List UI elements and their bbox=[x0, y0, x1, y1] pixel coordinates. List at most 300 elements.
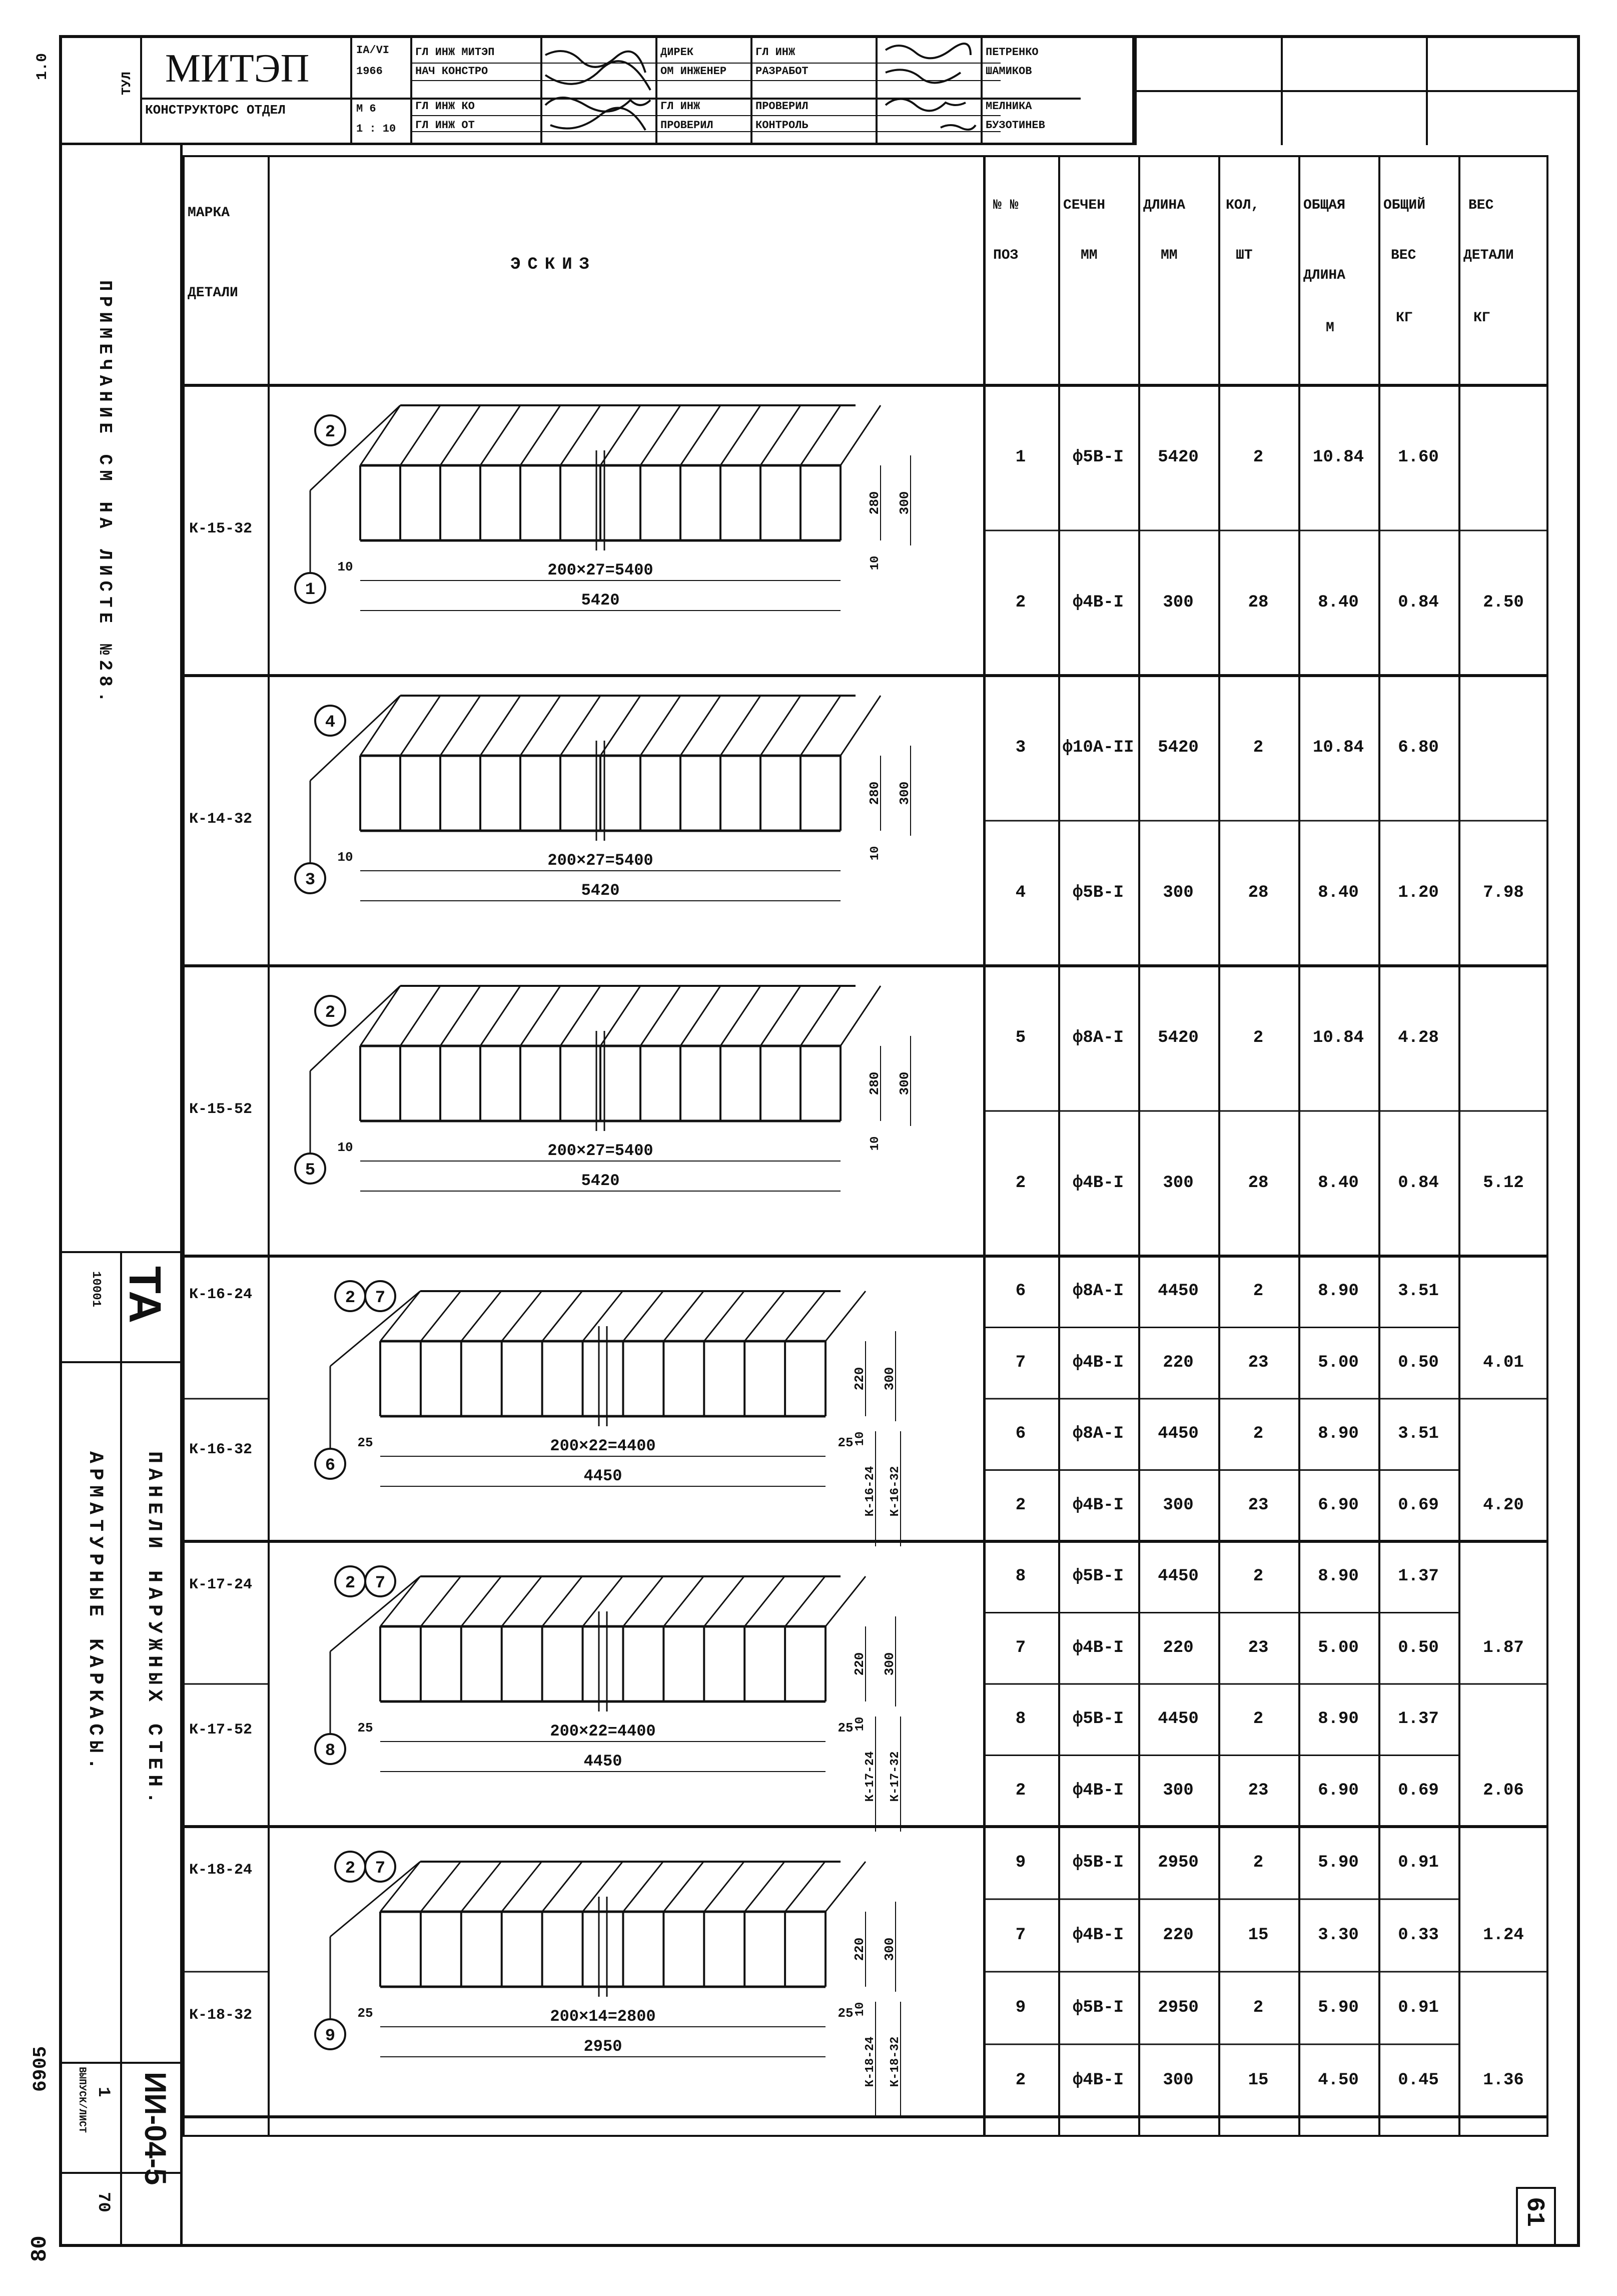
dimension-offset: 10 bbox=[337, 559, 353, 575]
hdr-totlen-1: ОБЩАЯ bbox=[1303, 198, 1346, 213]
cell-total_len: 6.90 bbox=[1318, 1495, 1359, 1515]
cell-length: 300 bbox=[1163, 1174, 1194, 1193]
dimension-vertical: 300 bbox=[897, 1071, 912, 1095]
dimension-offset: 10 bbox=[337, 1140, 353, 1155]
dimension-vertical: 220 bbox=[852, 1652, 867, 1676]
oblique-rod bbox=[800, 405, 841, 465]
oblique-rod bbox=[440, 696, 480, 756]
oblique-rod bbox=[720, 696, 760, 756]
stamp-name: БУЗОТИНЕВ bbox=[986, 119, 1045, 132]
side-notes: ПРИМЕЧАНИЕ СМ НА ЛИСТЕ №28. bbox=[95, 280, 115, 708]
oblique-rod bbox=[400, 986, 440, 1046]
oblique-rod bbox=[826, 1862, 866, 1912]
cell-qty: 28 bbox=[1248, 883, 1269, 902]
oblique-rod bbox=[600, 696, 640, 756]
cell-pos: 2 bbox=[1015, 593, 1026, 612]
hdr-qty-2: ШТ bbox=[1236, 248, 1253, 263]
dimension-offset: 25 bbox=[838, 2006, 854, 2021]
cell-total_len: 5.00 bbox=[1318, 1638, 1359, 1657]
cell-qty: 2 bbox=[1253, 448, 1264, 467]
stamp-code1: М 6 bbox=[356, 103, 376, 115]
oblique-rod bbox=[421, 1862, 461, 1912]
cell-pos: 8 bbox=[1015, 1709, 1026, 1729]
side-ta-code: 10001 bbox=[89, 1271, 103, 1308]
oblique-rod bbox=[841, 405, 881, 465]
cell-pos: 9 bbox=[1015, 1853, 1026, 1872]
cell-weight: 6.80 bbox=[1398, 738, 1439, 757]
detail-mark: К-15-52 bbox=[189, 1101, 253, 1118]
stamp-role: ОМ ИНЖЕНЕР bbox=[660, 65, 727, 78]
oblique-rod bbox=[841, 696, 881, 756]
cell-pos: 2 bbox=[1015, 1495, 1026, 1515]
cell-weight: 0.91 bbox=[1398, 1853, 1439, 1872]
cell-total_len: 8.40 bbox=[1318, 1174, 1359, 1193]
dimension-total: 5420 bbox=[581, 881, 620, 900]
side-archive: 6905 bbox=[30, 2046, 52, 2092]
cell-weight: 0.50 bbox=[1398, 1638, 1439, 1657]
oblique-rod bbox=[720, 405, 760, 465]
cell-qty: 2 bbox=[1253, 1998, 1264, 2017]
dimension-vertical: 10 bbox=[869, 555, 882, 570]
dimension-vertical: 220 bbox=[852, 1367, 867, 1391]
cell-detail-weight: 1.24 bbox=[1483, 1925, 1524, 1945]
cell-length: 220 bbox=[1163, 1638, 1194, 1657]
hdr-detw-3: КГ bbox=[1473, 310, 1490, 326]
dimension-span: 200×27=5400 bbox=[547, 561, 653, 580]
oblique-rod bbox=[502, 1291, 542, 1341]
cell-weight: 0.33 bbox=[1398, 1925, 1439, 1945]
oblique-rod bbox=[663, 1291, 703, 1341]
cell-qty: 15 bbox=[1248, 2070, 1269, 2090]
oblique-rod bbox=[640, 405, 680, 465]
cell-total_len: 5.90 bbox=[1318, 1853, 1359, 1872]
oblique-rod bbox=[760, 986, 800, 1046]
hdr-qty-1: КОЛ, bbox=[1226, 198, 1260, 213]
cell-section: ф10А-II bbox=[1062, 738, 1134, 757]
stamp-date2: 1966 bbox=[356, 65, 383, 78]
position-label: 6 bbox=[325, 1456, 336, 1475]
oblique-rod bbox=[785, 1291, 825, 1341]
cell-section: ф4В-I bbox=[1072, 593, 1124, 612]
hdr-section-1: СЕЧЕН bbox=[1063, 198, 1106, 213]
dimension-vertical: 280 bbox=[867, 781, 882, 805]
position-label: 5 bbox=[305, 1161, 316, 1180]
oblique-rod bbox=[623, 1576, 663, 1626]
stamp-role: ПРОВЕРИЛ bbox=[755, 100, 808, 113]
cell-pos: 2 bbox=[1015, 2070, 1026, 2090]
position-label: 9 bbox=[325, 2027, 336, 2046]
cell-section: ф5В-I bbox=[1072, 448, 1124, 467]
cell-qty: 23 bbox=[1248, 1638, 1269, 1657]
oblique-rod bbox=[480, 696, 520, 756]
cell-section: ф4В-I bbox=[1072, 1781, 1124, 1800]
dimension-span: 200×22=4400 bbox=[550, 1437, 656, 1455]
cell-weight: 1.20 bbox=[1398, 883, 1439, 902]
cell-length: 300 bbox=[1163, 883, 1194, 902]
oblique-rod bbox=[785, 1862, 825, 1912]
cell-detail-weight: 7.98 bbox=[1483, 883, 1524, 902]
dimension-vertical: 280 bbox=[867, 491, 882, 515]
cell-weight: 1.37 bbox=[1398, 1709, 1439, 1729]
variant-label: К-18-24 bbox=[864, 2036, 877, 2087]
cell-qty: 2 bbox=[1253, 1424, 1264, 1444]
stamp-role: ГЛ ИНЖ КО bbox=[415, 100, 475, 113]
stamp-name: ПЕТРЕНКО bbox=[986, 46, 1039, 59]
cell-section: ф4В-I bbox=[1072, 1638, 1124, 1657]
detail-mark: К-15-32 bbox=[189, 520, 253, 537]
cell-section: ф4В-I bbox=[1072, 1174, 1124, 1193]
stamp-org: МИТЭП bbox=[165, 47, 310, 91]
detail-mark: К-18-24 bbox=[189, 1862, 253, 1879]
cell-weight: 3.51 bbox=[1398, 1282, 1439, 1301]
oblique-rod bbox=[744, 1862, 784, 1912]
cell-length: 4450 bbox=[1158, 1424, 1199, 1444]
hdr-length-2: ММ bbox=[1161, 248, 1178, 263]
hdr-totlen-2: ДЛИНА bbox=[1303, 268, 1346, 283]
cell-length: 300 bbox=[1163, 1495, 1194, 1515]
oblique-rod bbox=[542, 1576, 582, 1626]
cell-section: ф8А-I bbox=[1072, 1282, 1124, 1301]
hdr-detw-1: ВЕС bbox=[1468, 198, 1494, 213]
hdr-totw-3: КГ bbox=[1396, 310, 1413, 326]
oblique-rod bbox=[623, 1862, 663, 1912]
stamp-role: ГЛ ИНЖ bbox=[660, 100, 700, 113]
cell-section: ф4В-I bbox=[1072, 1353, 1124, 1372]
position-label: 4 bbox=[325, 713, 336, 732]
cell-pos: 2 bbox=[1015, 1781, 1026, 1800]
oblique-rod bbox=[704, 1291, 744, 1341]
cell-length: 220 bbox=[1163, 1353, 1194, 1372]
cell-pos: 9 bbox=[1015, 1998, 1026, 2017]
oblique-rod bbox=[542, 1291, 582, 1341]
cell-pos: 6 bbox=[1015, 1282, 1026, 1301]
side-series: ИИ-04-5 bbox=[139, 2072, 172, 2185]
dimension-span: 200×27=5400 bbox=[547, 851, 653, 870]
variant-label: К-17-24 bbox=[864, 1751, 877, 1802]
cell-section: ф5В-I bbox=[1072, 1709, 1124, 1729]
cell-qty: 23 bbox=[1248, 1495, 1269, 1515]
cell-section: ф5В-I bbox=[1072, 883, 1124, 902]
oblique-rod bbox=[360, 405, 400, 465]
stamp-role: РАЗРАБОТ bbox=[755, 65, 808, 78]
oblique-rod bbox=[800, 986, 841, 1046]
detail-mark: К-14-32 bbox=[189, 811, 253, 828]
oblique-rod bbox=[640, 986, 680, 1046]
oblique-rod bbox=[760, 405, 800, 465]
cell-pos: 7 bbox=[1015, 1353, 1026, 1372]
hdr-detw-2: ДЕТАЛИ bbox=[1463, 248, 1514, 263]
hdr-mark-1: МАРКА bbox=[188, 205, 230, 221]
dimension-vertical: 10 bbox=[854, 1716, 867, 1732]
stamp-left-code: 1.0 bbox=[34, 53, 51, 80]
oblique-rod bbox=[360, 986, 400, 1046]
oblique-rod bbox=[440, 986, 480, 1046]
stamp-left-small: ТУЛ bbox=[119, 72, 134, 95]
oblique-rod bbox=[704, 1862, 744, 1912]
cell-length: 300 bbox=[1163, 2070, 1194, 2090]
oblique-rod bbox=[663, 1576, 703, 1626]
cell-qty: 23 bbox=[1248, 1353, 1269, 1372]
variant-label: К-16-32 bbox=[889, 1466, 902, 1517]
dimension-vertical: 300 bbox=[882, 1652, 897, 1676]
cell-qty: 2 bbox=[1253, 738, 1264, 757]
dimension-vertical: 10 bbox=[854, 1431, 867, 1446]
oblique-rod bbox=[704, 1576, 744, 1626]
oblique-rod bbox=[461, 1291, 501, 1341]
detail-mark: К-17-52 bbox=[189, 1721, 253, 1739]
side-vol-label: ВЫПУСК/ЛИСТ bbox=[76, 2067, 88, 2133]
stamp-role: ГЛ ИНЖ bbox=[755, 46, 795, 59]
cell-length: 4450 bbox=[1158, 1567, 1199, 1586]
oblique-rod bbox=[542, 1862, 582, 1912]
dimension-vertical: 220 bbox=[852, 1937, 867, 1961]
cell-weight: 3.51 bbox=[1398, 1424, 1439, 1444]
stamp-role: НАЧ КОНСТРО bbox=[415, 65, 488, 78]
cell-pos: 1 bbox=[1015, 448, 1026, 467]
oblique-rod bbox=[600, 405, 640, 465]
oblique-rod bbox=[421, 1291, 461, 1341]
oblique-rod bbox=[461, 1862, 501, 1912]
hdr-mark-2: ДЕТАЛИ bbox=[188, 285, 238, 301]
oblique-rod bbox=[600, 986, 640, 1046]
cell-length: 4450 bbox=[1158, 1282, 1199, 1301]
stamp-date1: IA/VI bbox=[356, 44, 390, 57]
cell-detail-weight: 4.20 bbox=[1483, 1495, 1524, 1515]
cell-total_len: 8.40 bbox=[1318, 883, 1359, 902]
oblique-rod bbox=[583, 1862, 623, 1912]
stamp-code2: 1 : 10 bbox=[356, 123, 396, 135]
oblique-rod bbox=[560, 696, 600, 756]
dimension-vertical: 300 bbox=[882, 1367, 897, 1391]
oblique-rod bbox=[480, 986, 520, 1046]
hdr-totlen-3: М bbox=[1326, 320, 1334, 336]
cell-pos: 4 bbox=[1015, 883, 1026, 902]
cell-pos: 3 bbox=[1015, 738, 1026, 757]
cell-total_len: 8.90 bbox=[1318, 1709, 1359, 1729]
cell-total_len: 10.84 bbox=[1312, 738, 1364, 757]
dimension-vertical: 300 bbox=[897, 781, 912, 805]
stamp-name: ШАМИКОВ bbox=[986, 65, 1032, 78]
oblique-rod bbox=[720, 986, 760, 1046]
dimension-offset: 25 bbox=[838, 1435, 854, 1450]
cell-section: ф5В-I bbox=[1072, 1853, 1124, 1872]
hdr-totw-1: ОБЩИЙ bbox=[1383, 198, 1426, 213]
cell-detail-weight: 4.01 bbox=[1483, 1353, 1524, 1372]
position-label: 7 bbox=[375, 1289, 386, 1308]
cell-total_len: 3.30 bbox=[1318, 1925, 1359, 1945]
cell-weight: 0.69 bbox=[1398, 1495, 1439, 1515]
oblique-rod bbox=[520, 696, 560, 756]
hdr-length-1: ДЛИНА bbox=[1143, 198, 1186, 213]
dimension-vertical: 300 bbox=[882, 1937, 897, 1961]
page-number: 61 bbox=[1520, 2197, 1548, 2227]
cell-section: ф4В-I bbox=[1072, 1495, 1124, 1515]
cell-qty: 2 bbox=[1253, 1567, 1264, 1586]
cell-weight: 0.91 bbox=[1398, 1998, 1439, 2017]
oblique-rod bbox=[785, 1576, 825, 1626]
hdr-pos-1: № № bbox=[993, 198, 1019, 213]
cell-section: ф4В-I bbox=[1072, 2070, 1124, 2090]
oblique-rod bbox=[744, 1576, 784, 1626]
oblique-rod bbox=[480, 405, 520, 465]
oblique-rod bbox=[826, 1291, 866, 1341]
dimension-vertical: 300 bbox=[897, 491, 912, 515]
cell-weight: 0.50 bbox=[1398, 1353, 1439, 1372]
dimension-total: 2950 bbox=[583, 2037, 622, 2056]
position-label: 7 bbox=[375, 1859, 386, 1878]
stamp-role: КОНТРОЛЬ bbox=[755, 119, 808, 132]
cell-length: 2950 bbox=[1158, 1853, 1199, 1872]
dimension-span: 200×27=5400 bbox=[547, 1141, 653, 1160]
cell-section: ф8А-I bbox=[1072, 1028, 1124, 1047]
oblique-rod bbox=[461, 1576, 501, 1626]
cell-total_len: 6.90 bbox=[1318, 1781, 1359, 1800]
hdr-pos-2: ПОЗ bbox=[993, 248, 1019, 263]
stamp-role: ГЛ ИНЖ МИТЭП bbox=[415, 46, 495, 59]
dimension-span: 200×14=2800 bbox=[550, 2007, 656, 2026]
cell-total_len: 8.40 bbox=[1318, 593, 1359, 612]
cell-qty: 2 bbox=[1253, 1709, 1264, 1729]
cell-weight: 4.28 bbox=[1398, 1028, 1439, 1047]
dimension-offset: 10 bbox=[337, 850, 353, 865]
dimension-total: 4450 bbox=[583, 1467, 622, 1485]
position-label: 7 bbox=[375, 1574, 386, 1593]
position-label: 2 bbox=[345, 1574, 356, 1593]
position-label: 2 bbox=[345, 1859, 356, 1878]
cell-qty: 2 bbox=[1253, 1853, 1264, 1872]
dimension-total: 4450 bbox=[583, 1752, 622, 1771]
detail-mark: К-18-32 bbox=[189, 2007, 253, 2024]
detail-mark: К-16-24 bbox=[189, 1286, 253, 1303]
cell-length: 5420 bbox=[1158, 738, 1199, 757]
oblique-rod bbox=[520, 986, 560, 1046]
oblique-rod bbox=[623, 1291, 663, 1341]
dimension-span: 200×22=4400 bbox=[550, 1722, 656, 1741]
variant-label: К-17-32 bbox=[889, 1751, 902, 1802]
oblique-rod bbox=[440, 405, 480, 465]
hdr-section-2: ММ bbox=[1081, 248, 1098, 263]
cell-total_len: 8.90 bbox=[1318, 1282, 1359, 1301]
side-title2: АРМАТУРНЫЕ КАРКАСЫ. bbox=[84, 1451, 106, 1775]
oblique-rod bbox=[520, 405, 560, 465]
cell-detail-weight: 2.06 bbox=[1483, 1781, 1524, 1800]
cell-pos: 5 bbox=[1015, 1028, 1026, 1047]
cell-length: 2950 bbox=[1158, 1998, 1199, 2017]
cell-qty: 2 bbox=[1253, 1282, 1264, 1301]
cell-weight: 1.37 bbox=[1398, 1567, 1439, 1586]
cell-detail-weight: 2.50 bbox=[1483, 593, 1524, 612]
dimension-total: 5420 bbox=[581, 1172, 620, 1190]
oblique-rod bbox=[663, 1862, 703, 1912]
cell-length: 4450 bbox=[1158, 1709, 1199, 1729]
cell-qty: 15 bbox=[1248, 1925, 1269, 1945]
stamp-dept: КОНСТРУКТОРС ОТДЕЛ bbox=[145, 103, 286, 118]
cell-qty: 2 bbox=[1253, 1028, 1264, 1047]
oblique-rod bbox=[800, 696, 841, 756]
cell-qty: 28 bbox=[1248, 1174, 1269, 1193]
cell-detail-weight: 5.12 bbox=[1483, 1174, 1524, 1193]
side-ta: ТА bbox=[120, 1266, 170, 1324]
cell-weight: 0.45 bbox=[1398, 2070, 1439, 2090]
position-label: 3 bbox=[305, 871, 316, 890]
dimension-vertical: 280 bbox=[867, 1071, 882, 1095]
dimension-vertical: 10 bbox=[869, 1136, 882, 1151]
position-label: 1 bbox=[305, 581, 316, 600]
oblique-rod bbox=[502, 1576, 542, 1626]
cell-qty: 28 bbox=[1248, 593, 1269, 612]
cell-length: 5420 bbox=[1158, 448, 1199, 467]
dimension-offset: 25 bbox=[357, 1720, 373, 1736]
variant-label: К-18-32 bbox=[889, 2036, 902, 2087]
cell-length: 300 bbox=[1163, 1781, 1194, 1800]
oblique-rod bbox=[400, 405, 440, 465]
position-label: 2 bbox=[325, 423, 336, 442]
oblique-rod bbox=[583, 1291, 623, 1341]
dimension-offset: 25 bbox=[357, 1435, 373, 1450]
oblique-rod bbox=[826, 1576, 866, 1626]
cell-section: ф5В-I bbox=[1072, 1567, 1124, 1586]
dimension-offset: 25 bbox=[357, 2006, 373, 2021]
detail-mark: К-16-32 bbox=[189, 1441, 253, 1458]
cell-weight: 0.84 bbox=[1398, 593, 1439, 612]
oblique-rod bbox=[744, 1291, 784, 1341]
cell-pos: 2 bbox=[1015, 1174, 1026, 1193]
position-label: 8 bbox=[325, 1742, 336, 1761]
cell-total_len: 10.84 bbox=[1312, 1028, 1364, 1047]
cell-section: ф8А-I bbox=[1072, 1424, 1124, 1444]
cell-weight: 0.69 bbox=[1398, 1781, 1439, 1800]
stamp-role: ДИРЕК bbox=[660, 46, 694, 59]
oblique-rod bbox=[502, 1862, 542, 1912]
cell-total_len: 4.50 bbox=[1318, 2070, 1359, 2090]
oblique-rod bbox=[841, 986, 881, 1046]
position-label: 2 bbox=[325, 1003, 336, 1022]
cell-detail-weight: 1.87 bbox=[1483, 1638, 1524, 1657]
cell-detail-weight: 1.36 bbox=[1483, 2070, 1524, 2090]
cell-pos: 7 bbox=[1015, 1925, 1026, 1945]
dimension-vertical: 10 bbox=[869, 846, 882, 861]
cell-section: ф4В-I bbox=[1072, 1925, 1124, 1945]
oblique-rod bbox=[640, 696, 680, 756]
dimension-total: 5420 bbox=[581, 591, 620, 610]
oblique-rod bbox=[560, 405, 600, 465]
dimension-offset: 25 bbox=[838, 1720, 854, 1736]
cell-section: ф5В-I bbox=[1072, 1998, 1124, 2017]
cell-total_len: 8.90 bbox=[1318, 1424, 1359, 1444]
hdr-totw-2: ВЕС bbox=[1391, 248, 1416, 263]
side-vol: 1 bbox=[94, 2087, 113, 2097]
cell-total_len: 5.90 bbox=[1318, 1998, 1359, 2017]
oblique-rod bbox=[760, 696, 800, 756]
oblique-rod bbox=[360, 696, 400, 756]
stamp-name: МЕЛНИКА bbox=[986, 100, 1032, 113]
cell-weight: 0.84 bbox=[1398, 1174, 1439, 1193]
cell-total_len: 10.84 bbox=[1312, 448, 1364, 467]
detail-mark: К-17-24 bbox=[189, 1576, 253, 1593]
cell-weight: 1.60 bbox=[1398, 448, 1439, 467]
cell-total_len: 8.90 bbox=[1318, 1567, 1359, 1586]
cell-qty: 23 bbox=[1248, 1781, 1269, 1800]
oblique-rod bbox=[583, 1576, 623, 1626]
hdr-sketch: ЭСКИЗ bbox=[510, 255, 597, 274]
cell-pos: 7 bbox=[1015, 1638, 1026, 1657]
cell-length: 220 bbox=[1163, 1925, 1194, 1945]
oblique-rod bbox=[680, 405, 720, 465]
cell-total_len: 5.00 bbox=[1318, 1353, 1359, 1372]
side-title1: ПАНЕЛИ НАРУЖНЫХ СТЕН. bbox=[143, 1451, 165, 1809]
oblique-rod bbox=[680, 696, 720, 756]
position-label: 2 bbox=[345, 1289, 356, 1308]
